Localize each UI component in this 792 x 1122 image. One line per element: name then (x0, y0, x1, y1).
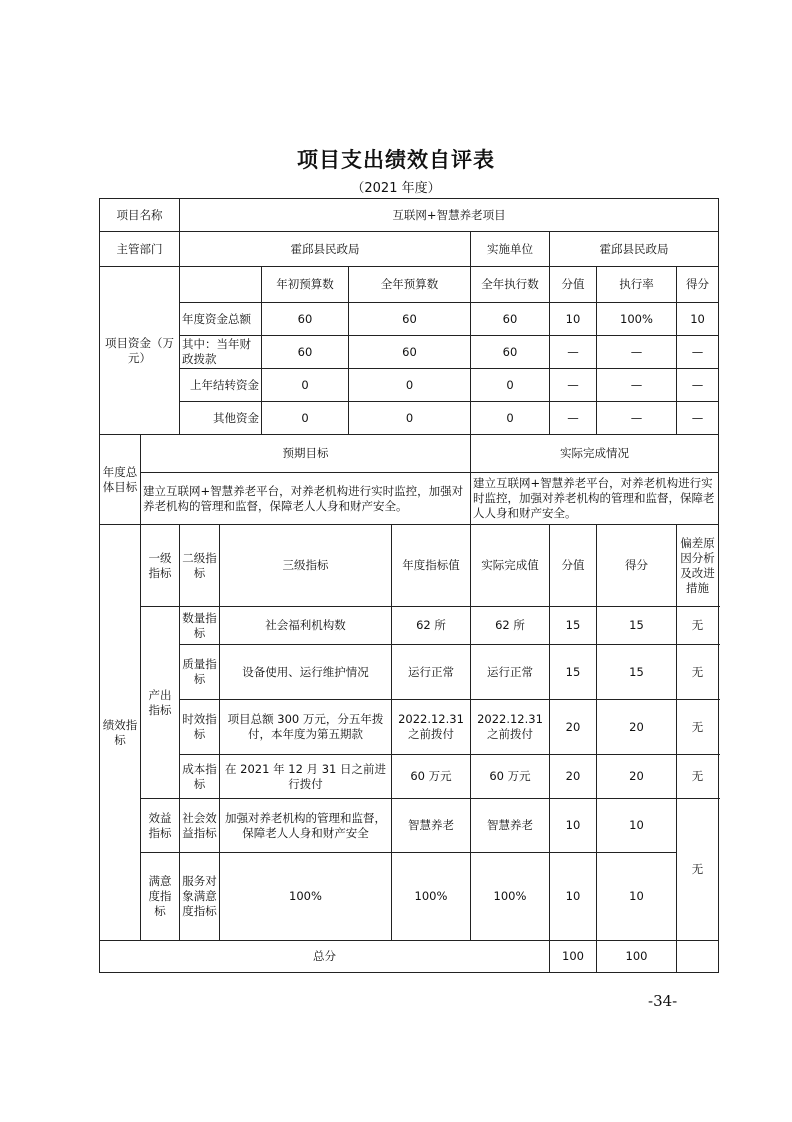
funds-cell: — (597, 369, 677, 402)
header-score-value: 分值 (550, 525, 597, 607)
funds-cell: 10 (677, 303, 719, 336)
impl-unit-value: 霍邱县民政局 (550, 232, 719, 267)
funds-label: 项目资金（万元） (100, 267, 180, 435)
funds-cell: 60 (262, 303, 349, 336)
funds-cell: 60 (262, 336, 349, 369)
target-value: 60 万元 (392, 755, 471, 799)
level2-label: 数量指标 (180, 607, 220, 645)
level3-text: 项目总额 300 万元，分五年拨付，本年度为第五期款 (220, 700, 392, 755)
funds-cell: 60 (349, 336, 471, 369)
actual-value: 100% (471, 853, 550, 941)
performance-label: 绩效指标 (100, 525, 141, 941)
total-value: 100 (550, 941, 597, 973)
funds-cell: 0 (262, 402, 349, 435)
level2-label: 时效指标 (180, 700, 220, 755)
funds-cell: 10 (550, 303, 597, 336)
goals-label: 年度总体目标 (100, 435, 141, 525)
deviation: 无 (677, 755, 719, 799)
project-name-value: 互联网+智慧养老项目 (180, 199, 719, 232)
score: 15 (597, 607, 677, 645)
actual-value: 62 所 (471, 607, 550, 645)
level2-label: 社会效益指标 (180, 799, 220, 853)
benefit-indicator-label: 效益指标 (141, 799, 180, 853)
funds-cell: — (550, 369, 597, 402)
level3-text: 在 2021 年 12 月 31 日之前进行拨付 (220, 755, 392, 799)
dept-label: 主管部门 (100, 232, 180, 267)
actual-value: 2022.12.31 之前拨付 (471, 700, 550, 755)
funds-cell: 60 (471, 336, 550, 369)
score: 15 (597, 645, 677, 700)
score: 20 (597, 700, 677, 755)
funds-cell: — (677, 336, 719, 369)
score-value: 15 (550, 645, 597, 700)
score-value: 15 (550, 607, 597, 645)
total-score: 100 (597, 941, 677, 973)
funds-header-executed: 全年执行数 (471, 267, 550, 303)
header-score: 得分 (597, 525, 677, 607)
level3-text: 设备使用、运行维护情况 (220, 645, 392, 700)
goals-expected-header: 预期目标 (141, 435, 471, 473)
score-value: 20 (550, 700, 597, 755)
level2-label: 成本指标 (180, 755, 220, 799)
goals-expected-text: 建立互联网+智慧养老平台，对养老机构进行实时监控，加强对养老机构的管理和监督，保障老人人身和财产安全。 (141, 473, 471, 525)
goals-actual-text: 建立互联网+智慧养老平台，对养老机构进行实时监控，加强对养老机构的管理和监督，保障老人人身和财产安全。 (471, 473, 719, 525)
level2-label: 质量指标 (180, 645, 220, 700)
total-blank (677, 941, 719, 973)
level2-label: 服务对象满意度指标 (180, 853, 220, 941)
form-subtitle: （2021 年度） (351, 181, 441, 196)
funds-cell: — (597, 402, 677, 435)
target-value: 2022.12.31 之前拨付 (392, 700, 471, 755)
deviation: 无 (677, 799, 719, 941)
level3-text: 加强对养老机构的管理和监督，保障老人人身和财产安全 (220, 799, 392, 853)
funds-cell: — (550, 336, 597, 369)
header-deviation: 偏差原因分析及改进措施 (677, 525, 719, 607)
funds-header-blank (180, 267, 262, 303)
deviation: 无 (677, 607, 719, 645)
header-level3: 三级指标 (220, 525, 392, 607)
funds-header-value: 分值 (550, 267, 597, 303)
header-level2: 二级指标 (180, 525, 220, 607)
score: 20 (597, 755, 677, 799)
funds-row-label: 年度资金总额 (180, 303, 262, 336)
funds-cell: 0 (262, 369, 349, 402)
actual-value: 60 万元 (471, 755, 550, 799)
dept-value: 霍邱县民政局 (180, 232, 471, 267)
funds-cell: 60 (471, 303, 550, 336)
score: 10 (597, 799, 677, 853)
funds-cell: 60 (349, 303, 471, 336)
deviation: 无 (677, 700, 719, 755)
score-value: 20 (550, 755, 597, 799)
level3-text: 100% (220, 853, 392, 941)
score-value: 10 (550, 853, 597, 941)
goals-actual-header: 实际完成情况 (471, 435, 719, 473)
score-value: 10 (550, 799, 597, 853)
target-value: 运行正常 (392, 645, 471, 700)
funds-cell: — (597, 336, 677, 369)
satisfaction-indicator-label: 满意度指标 (141, 853, 180, 941)
funds-header-annual-budget: 全年预算数 (349, 267, 471, 303)
funds-header-rate: 执行率 (597, 267, 677, 303)
funds-row-label: 上年结转资金 (180, 369, 262, 402)
funds-row-label: 其中：当年财政拨款 (180, 336, 262, 369)
project-name-label: 项目名称 (100, 199, 180, 232)
deviation: 无 (677, 645, 719, 700)
funds-cell: 0 (471, 402, 550, 435)
funds-header-initial: 年初预算数 (262, 267, 349, 303)
funds-cell: 0 (471, 369, 550, 402)
funds-cell: 0 (349, 369, 471, 402)
target-value: 智慧养老 (392, 799, 471, 853)
funds-row-label: 其他资金 (180, 402, 262, 435)
funds-cell: — (677, 369, 719, 402)
header-target: 年度指标值 (392, 525, 471, 607)
header-actual: 实际完成值 (471, 525, 550, 607)
funds-cell: — (677, 402, 719, 435)
impl-unit-label: 实施单位 (471, 232, 550, 267)
actual-value: 智慧养老 (471, 799, 550, 853)
target-value: 62 所 (392, 607, 471, 645)
funds-header-score: 得分 (677, 267, 719, 303)
header-level1: 一级指标 (141, 525, 180, 607)
performance-evaluation-table (99, 198, 719, 973)
form-title: 项目支出绩效自评表 (297, 147, 495, 172)
page-number: -34- (648, 992, 678, 1010)
funds-cell: — (550, 402, 597, 435)
actual-value: 运行正常 (471, 645, 550, 700)
target-value: 100% (392, 853, 471, 941)
level3-text: 社会福利机构数 (220, 607, 392, 645)
score: 10 (597, 853, 677, 941)
funds-cell: 100% (597, 303, 677, 336)
output-indicator-label: 产出指标 (141, 607, 180, 799)
total-label: 总分 (100, 941, 550, 973)
funds-cell: 0 (349, 402, 471, 435)
